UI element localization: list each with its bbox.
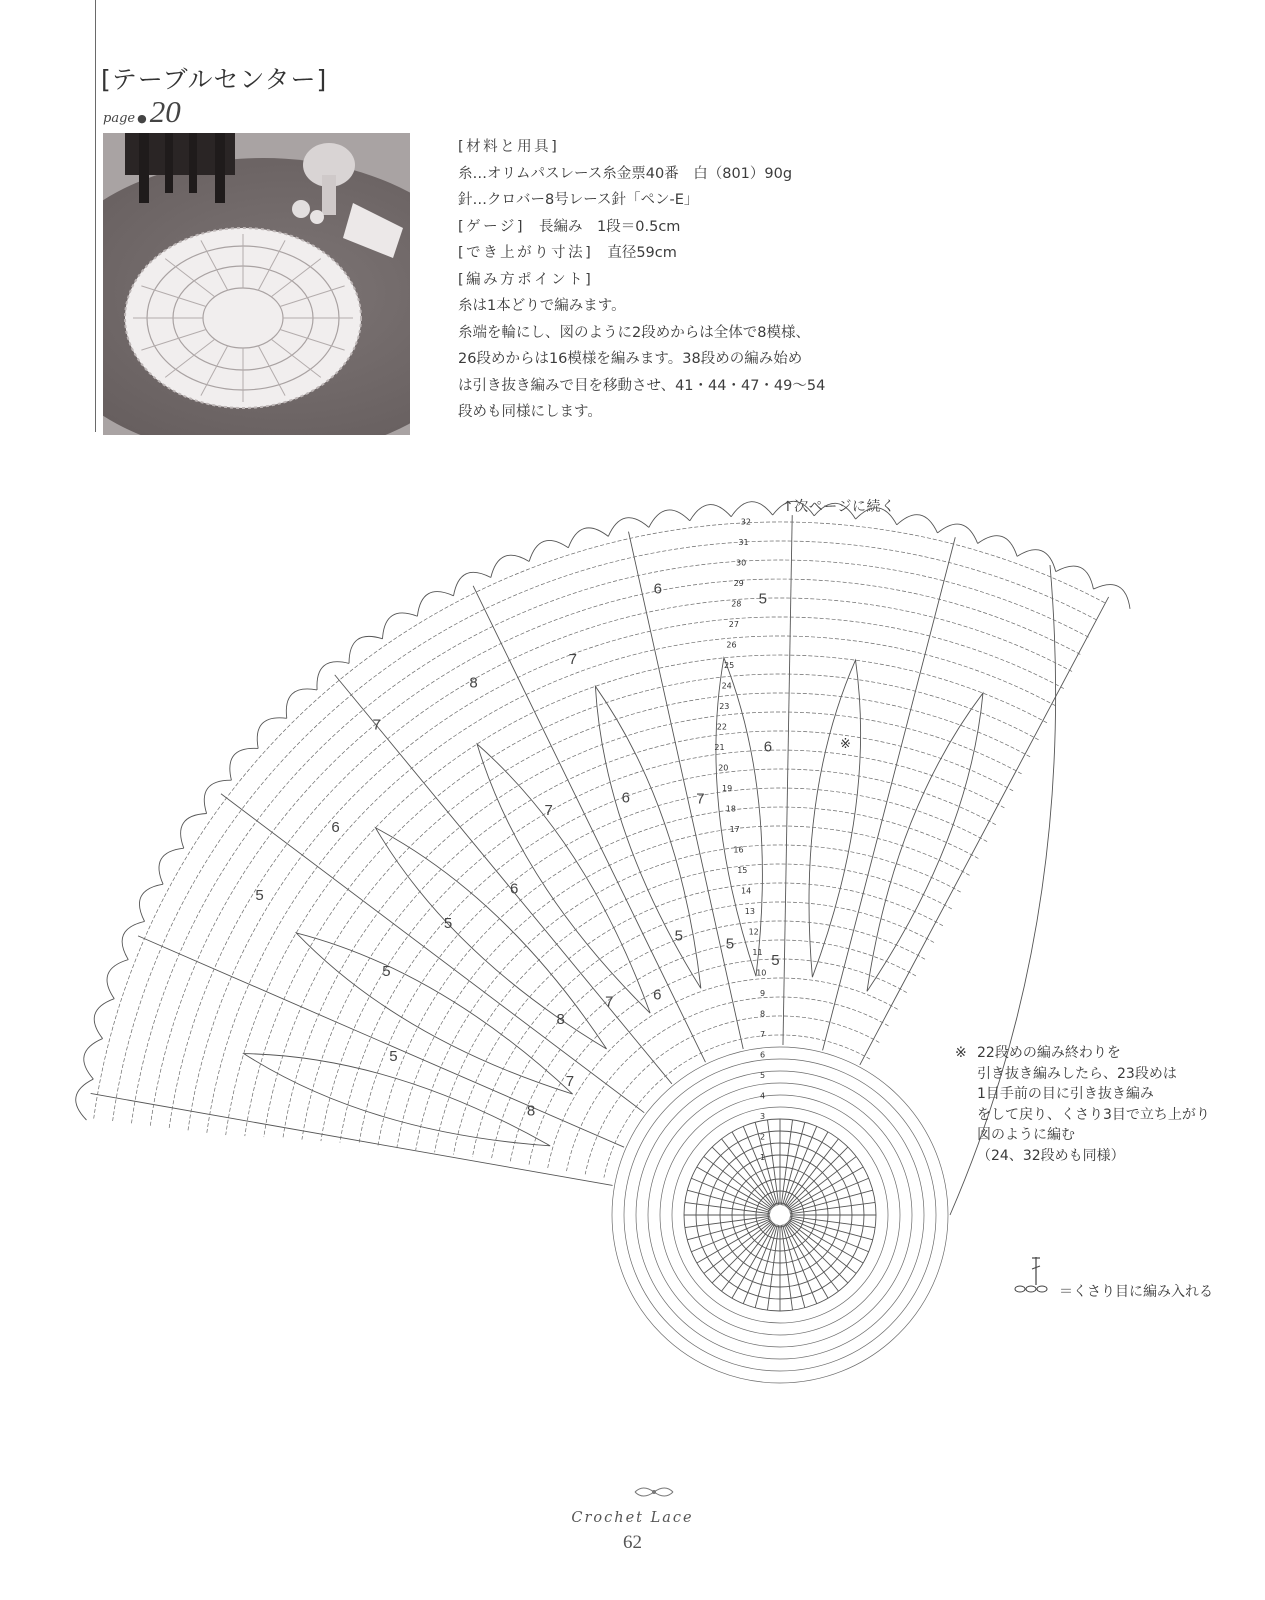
chain-count: 5: [443, 914, 453, 932]
bullet-icon: ●: [137, 112, 147, 125]
crochet-chart: [0, 440, 1265, 1480]
asterisk-mark: ※: [840, 737, 851, 752]
continue-note-text: 次ページに続く: [794, 499, 896, 515]
edge-scallop: [937, 524, 977, 543]
gauge-heading: [ゲージ]: [458, 218, 526, 235]
chain-count: 5: [255, 886, 264, 904]
stitch-symbol-icon: [1010, 1255, 1056, 1297]
edge-scallop: [417, 592, 453, 617]
chain-arc: [113, 541, 1097, 1121]
legend-text: ＝くさり目に編み入れる: [1059, 1284, 1213, 1300]
points-heading: [編み方ポイント]: [458, 271, 594, 288]
chain-count: 8: [556, 1011, 565, 1029]
chain-count: 6: [653, 580, 662, 598]
materials-heading: [材料と用具]: [458, 139, 560, 155]
points-line: 糸は1本どりで編みます。: [458, 298, 626, 314]
edge-scallop: [649, 510, 690, 527]
arrow-up-icon: ↑: [782, 499, 795, 515]
row-number: 6: [760, 1050, 766, 1060]
row-number: 22: [716, 722, 727, 732]
chain-arc: [283, 712, 1022, 1138]
pattern-boundary: [783, 515, 792, 1045]
row-number: 3: [760, 1112, 766, 1121]
edge-scallop: [139, 884, 163, 921]
edge-scallop: [814, 503, 855, 519]
edge-scallop: [690, 505, 731, 521]
chain-arc: [188, 617, 1064, 1132]
chain-arc: [169, 598, 1072, 1129]
edge-scallop: [94, 999, 114, 1039]
row-number: 7: [760, 1030, 766, 1039]
row-number: 25: [724, 661, 735, 670]
footnote-line: 引き抜き編みしたら、23段めは: [977, 1065, 1177, 1082]
row-number: 15: [737, 866, 748, 875]
chain-arc: [378, 804, 979, 1146]
pineapple-motif: [867, 693, 983, 991]
edge-scallop: [897, 515, 938, 533]
edge-scallop: [181, 813, 207, 848]
chain-count: 7: [565, 1073, 575, 1091]
row-number: 5: [760, 1071, 766, 1080]
pattern-boundary: [221, 794, 644, 1113]
edge-scallop: [491, 555, 529, 577]
edge-scallop: [204, 780, 231, 813]
size-value: 直径59cm: [607, 245, 677, 261]
row-number: 20: [718, 763, 729, 773]
row-number: 21: [714, 743, 725, 752]
chain-arc: [94, 522, 1105, 1119]
chain-count: 7: [372, 716, 381, 734]
row-number: 17: [729, 825, 740, 834]
row-number: 23: [719, 702, 730, 711]
edge-scallop: [454, 572, 491, 595]
points-line: 段めも同様にします。: [458, 404, 602, 420]
row-number: 8: [760, 1009, 766, 1019]
chain-count: 7: [568, 651, 577, 669]
row-number: 2: [760, 1132, 766, 1142]
footnote: [955, 1043, 1210, 1166]
edge-scallop: [773, 501, 815, 516]
row-number: 31: [738, 538, 749, 547]
chain-count: 7: [544, 802, 553, 820]
pineapple-motif: [595, 686, 701, 988]
edge-scallop: [978, 536, 1017, 557]
edge-scallop: [529, 540, 568, 561]
chain-arc: [150, 579, 1080, 1126]
pineapple-motif: [809, 660, 861, 977]
points-line: 糸端を輪にし、図のように2段めからは全体で8模様、: [458, 324, 810, 341]
chain-count: 5: [674, 927, 683, 945]
page-reference: [103, 94, 181, 130]
footer-ornament-icon: [633, 1482, 675, 1502]
hook-spec: 針…クロバー8号レース針「ペン-E」: [458, 192, 699, 208]
row-number: 30: [736, 558, 747, 568]
edge-scallop: [383, 613, 418, 639]
row-number: 1: [760, 1153, 766, 1162]
yarn-spec: 糸…オリムパスレース糸金票40番 白（801）90g: [458, 165, 793, 182]
row-number: 10: [756, 968, 767, 978]
chain-count: 6: [621, 789, 630, 807]
points-line: は引き抜き編みで目を移動させ、41・44・47・49〜54: [458, 377, 826, 394]
row-number: 14: [741, 886, 752, 896]
chain-count: 8: [469, 674, 478, 692]
pattern-boundary: [473, 586, 705, 1062]
chain-count: 6: [331, 818, 340, 836]
chain-count: 7: [605, 993, 614, 1011]
chain-count: 6: [653, 986, 662, 1004]
chain-arc: [245, 674, 1039, 1136]
pattern-boundary: [823, 537, 956, 1050]
chain-count: 5: [771, 952, 780, 970]
edge-scallop: [107, 960, 128, 999]
row-number: 19: [722, 784, 733, 793]
page-number: 62: [623, 1532, 642, 1553]
chain-count: 5: [758, 590, 767, 608]
chain-count: 5: [382, 963, 391, 981]
size-heading: [でき上がり寸法]: [458, 245, 594, 261]
chain-arc: [397, 826, 970, 1148]
row-number: 27: [728, 620, 739, 629]
chain-arc: [264, 693, 1030, 1137]
page-edge-rule: [95, 0, 96, 432]
chain-count: 8: [526, 1102, 536, 1120]
row-number: 24: [721, 681, 732, 691]
chain-count: 5: [389, 1048, 398, 1066]
chain-arc: [491, 921, 925, 1160]
row-number: 18: [725, 804, 736, 814]
row-number: 16: [733, 845, 744, 855]
footnote-line: （24、32段めも同様）: [977, 1147, 1125, 1164]
chain-arc: [510, 940, 916, 1162]
doily-photo-illustration: [103, 133, 410, 435]
asterisk-icon: ※: [955, 1045, 967, 1061]
pineapple-motif: [296, 933, 575, 1094]
pattern-title: [テーブルセンター]: [101, 65, 328, 94]
pattern-boundary: [860, 597, 1109, 1065]
row-number: 12: [748, 927, 759, 937]
edge-scallop: [1056, 566, 1094, 589]
points-line: 26段めからは16模様を編みます。38段めの編み始め: [458, 351, 803, 367]
footnote-line: をして戻り、くさり3目で立ち上がり: [977, 1106, 1210, 1123]
row-number: 9: [760, 989, 766, 998]
footer-brand: Crochet Lace: [571, 1510, 694, 1526]
chain-count: 7: [696, 790, 705, 808]
edge-scallop: [122, 921, 144, 959]
chain-arc: [472, 902, 934, 1157]
row-number: 26: [726, 640, 737, 650]
row-number: 4: [760, 1091, 766, 1101]
pattern-boundary: [335, 675, 672, 1084]
page-ref-label: page: [103, 111, 136, 126]
edge-scallop: [856, 508, 897, 525]
finished-doily-photo: [103, 133, 410, 435]
chain-count: 6: [510, 880, 519, 898]
round-ring: [612, 1047, 948, 1383]
footnote-line: 1目手前の目に引き抜き編み: [977, 1086, 1154, 1102]
row-number: 28: [731, 599, 742, 609]
page-ref-number: 20: [149, 94, 181, 129]
row-number: 13: [744, 907, 755, 916]
footnote-line: 22段めの編み終わりを: [977, 1045, 1121, 1061]
round-ring: [624, 1059, 936, 1371]
row-number: 11: [752, 948, 763, 957]
materials-block: [458, 134, 825, 426]
chain-count: 5: [725, 935, 735, 953]
edge-scallop: [1093, 585, 1130, 609]
edge-scallop: [159, 848, 184, 884]
footnote-line: 図のように編む: [977, 1127, 1075, 1143]
round-ring: [636, 1071, 924, 1359]
chain-arc: [340, 769, 996, 1143]
edge-scallop: [84, 1039, 103, 1079]
gauge-value: 長編み 1段＝0.5cm: [539, 218, 681, 235]
row-number: 32: [740, 517, 751, 527]
edge-scallop: [731, 502, 772, 517]
chain-count: 6: [763, 738, 773, 756]
edge-scallop: [76, 1079, 94, 1120]
row-number: 29: [733, 579, 744, 588]
